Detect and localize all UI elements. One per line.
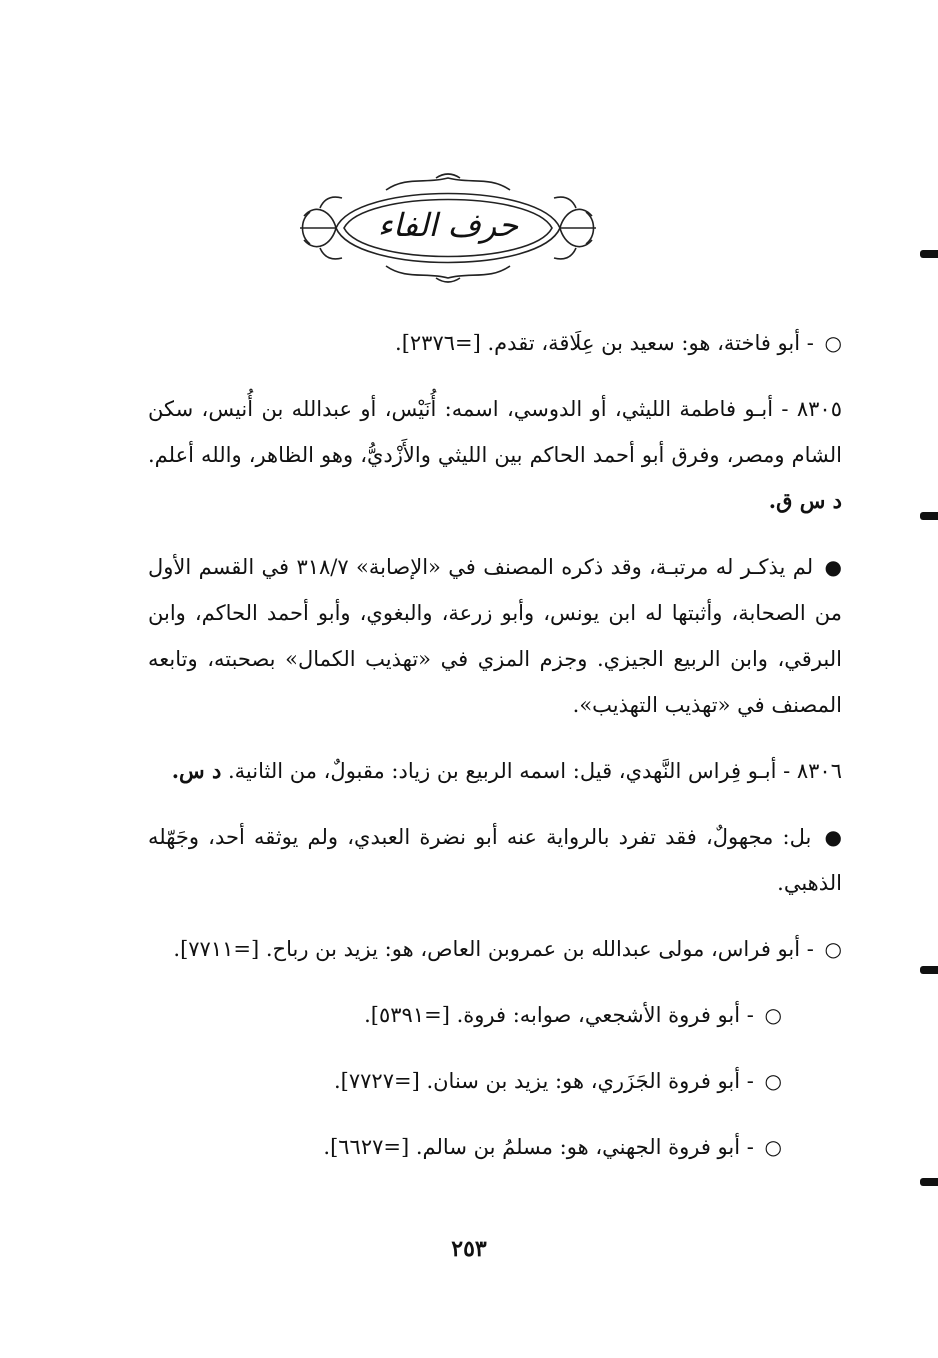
entry-biography (148, 748, 842, 794)
entry-codes: د س ق. (768, 488, 842, 513)
entry-text: ٨٣٠٥ - أبـو فاطمة الليثي، أو الدوسي، اسمه: أُنَيْس، أو عبدالله بن أُنيس، سكن الشام ومصر، وفرق أبو أحمد الحاكم بين الليثي والأَزْديُّ، وهو الظاهر، والله أعلم. (148, 397, 842, 467)
filled-circle-icon: ● (824, 825, 842, 849)
filled-circle-icon: ● (824, 555, 842, 579)
entry-text: - أبو فروة الجهني، هو: مسلمُ بن سالم. [=٦٦٢٧]. (323, 1135, 754, 1159)
page-number: ٢٥٣ (451, 1236, 487, 1262)
thumb-index-tab (920, 512, 938, 520)
entry-text: - أبو فراس، مولى عبدالله بن عمروبن العاص، هو: يزيد بن رباح. [=٧٧١١]. (173, 937, 814, 961)
entry-text: بل: مجهولٌ، فقد تفرد بالرواية عنه أبو نضرة العبدي، ولم يوثقه أحد، وجَهّله الذهبي. (148, 825, 842, 895)
hollow-circle-icon: ○ (824, 937, 842, 961)
hollow-circle-icon: ○ (764, 1003, 782, 1027)
entry-text: - أبو فاختة، هو: سعيد بن عِلَاقة، تقدم. [=٢٣٧٦]. (395, 331, 814, 355)
entries-list (148, 320, 842, 1190)
chapter-title: حرف الفاء (377, 206, 519, 244)
entry-cross-reference (148, 1058, 842, 1104)
entry-cross-reference (148, 1124, 842, 1170)
thumb-index-tab (920, 1178, 938, 1186)
entry-text: ٨٣٠٦ - أبـو فِراس النَّهدي، قيل: اسمه الربيع بن زياد: مقبولٌ، من الثانية. (227, 759, 842, 783)
entry-biography (148, 386, 842, 524)
thumb-index-tab (920, 250, 938, 258)
entry-commentary (148, 814, 842, 906)
entry-text: - أبو فروة الأشجعي، صوابه: فروة. [=٥٣٩١]. (364, 1003, 754, 1027)
entry-text: لم يذكـر له مرتبـة، وقد ذكره المصنف في «الإصابة» ٣١٨/٧ في القسم الأول من الصحابة، وأثبتها له ابن يونس، وأبو زرعة، والبغوي، وأبو أحمد الحاكم، وابن البرقي، وابن الربيع الجيزي. وجزم المزي في «تهذيب الكمال» بصحبته، وتابعه المصنف في «تهذيب التهذيب». (148, 555, 842, 717)
entry-cross-reference (148, 926, 842, 972)
entry-cross-reference (148, 320, 842, 366)
entry-codes: د س. (171, 758, 222, 783)
entry-text: - أبو فروة الجَزَري، هو: يزيد بن سنان. [=٧٧٢٧]. (333, 1069, 754, 1093)
entry-cross-reference (148, 992, 842, 1038)
thumb-index-tab (920, 966, 938, 974)
chapter-heading-ornament (296, 172, 600, 284)
hollow-circle-icon: ○ (764, 1069, 782, 1093)
hollow-circle-icon: ○ (764, 1135, 782, 1159)
entry-commentary (148, 544, 842, 728)
hollow-circle-icon: ○ (824, 331, 842, 355)
